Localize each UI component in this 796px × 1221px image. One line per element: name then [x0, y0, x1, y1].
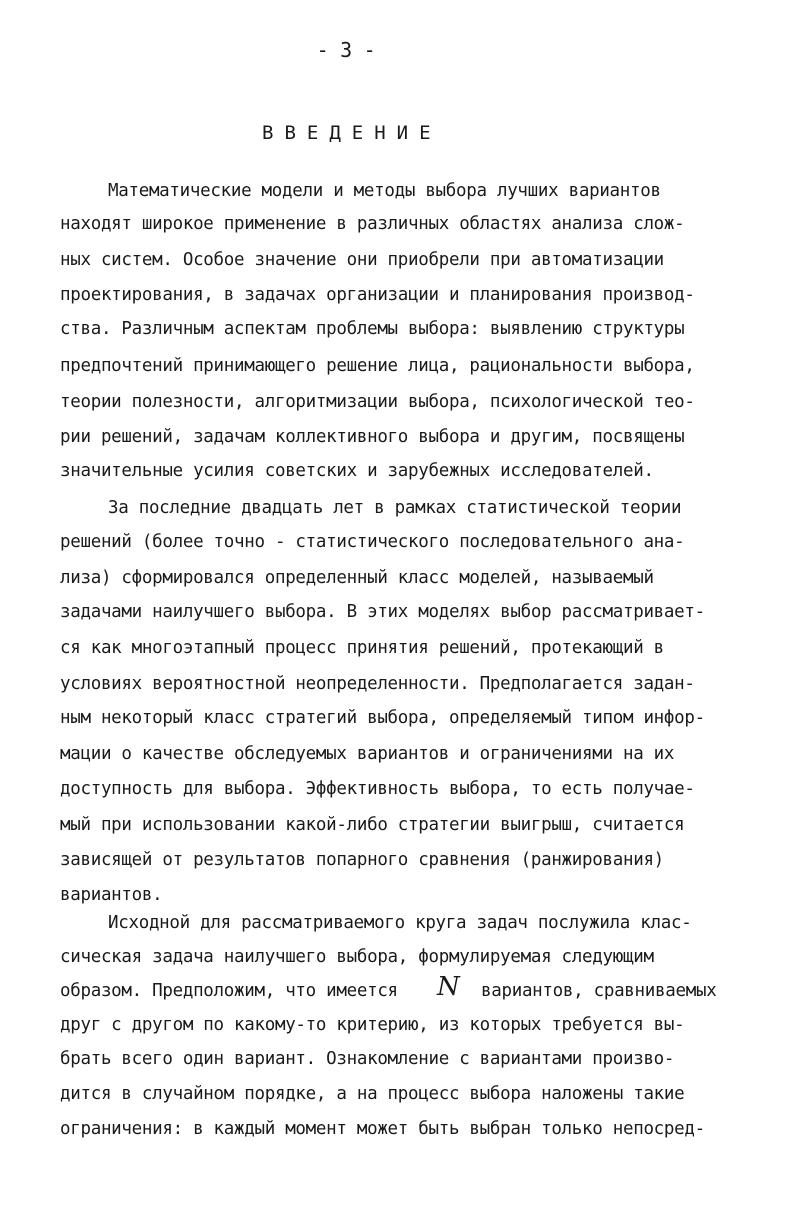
text-line: значительные усилия советских и зарубежных исследователей.	[60, 461, 654, 481]
text-line: ся как многоэтапный процесс принятия решений, протекающий в	[60, 638, 664, 658]
text-line: теории полезности, алгоритмизации выбора, психологической тео-	[60, 392, 695, 412]
text-line: предпочтений принимающего решение лица, рациональности выбора,	[60, 356, 695, 376]
text-line: За последние двадцать лет в рамках статистической теории	[108, 498, 682, 518]
page-number: - 3 -	[316, 38, 376, 62]
text-line: проектирования, в задачах организации и планирования производ-	[60, 285, 695, 305]
text-line: дится в случайном порядке, а на процесс выбора наложены такие	[60, 1084, 685, 1104]
text-line: условиях вероятностной неопределенности. Предполагается задан-	[60, 674, 695, 694]
text-line: друг с другом по какому-то критерию, из которых требуется вы-	[60, 1015, 685, 1035]
text-line: задачами наилучшего выбора. В этих моделях выбор рассматривает-	[60, 602, 705, 622]
text-line: Математические модели и методы выбора лучших вариантов	[108, 181, 661, 201]
text-line: находят широкое применение в различных областях анализа слож-	[60, 214, 685, 234]
text-line: вариантов.	[60, 885, 163, 905]
text-line: ных систем. Особое значение они приобрели при автоматизации	[60, 250, 664, 270]
text-line: брать всего один вариант. Ознакомление с вариантами произво-	[60, 1049, 675, 1069]
text-line: доступность для выбора. Эффективность выбора, то есть получае-	[60, 779, 695, 799]
text-line: рии решений, задачам коллективного выбора и другим, посвящены	[60, 427, 685, 447]
text-line: Исходной для рассматриваемого круга задач послужила клас-	[108, 913, 692, 933]
text-line: мый при использовании какой-либо стратегии выигрыш, считается	[60, 815, 685, 835]
text-line: ограничения: в каждый момент может быть выбран только непосред-	[60, 1119, 705, 1139]
text-line: лиза) сформировался определенный класс моделей, называемый	[60, 568, 654, 588]
text-line-tail: вариантов, сравниваемых	[481, 981, 717, 1001]
text-line: ным некоторый класс стратегий выбора, определяемый типом инфор-	[60, 708, 705, 728]
text-line: образом. Предположим, что имеется	[60, 981, 398, 1001]
text-line: зависящей от результатов попарного сравнения (ранжирования)	[60, 850, 664, 870]
text-line: ства. Различным аспектам проблемы выбора: выявлению структуры	[60, 319, 685, 339]
section-heading: ВВЕДЕНИЕ	[262, 122, 442, 144]
text-line: сическая задача наилучшего выбора, формулируемая следующим	[60, 947, 654, 967]
text-line: решений (более точно - статистического последовательного ана-	[60, 532, 685, 552]
handwritten-n-symbol: N	[437, 972, 460, 1002]
text-line: мации о качестве обследуемых вариантов и ограничениями на их	[60, 744, 675, 764]
